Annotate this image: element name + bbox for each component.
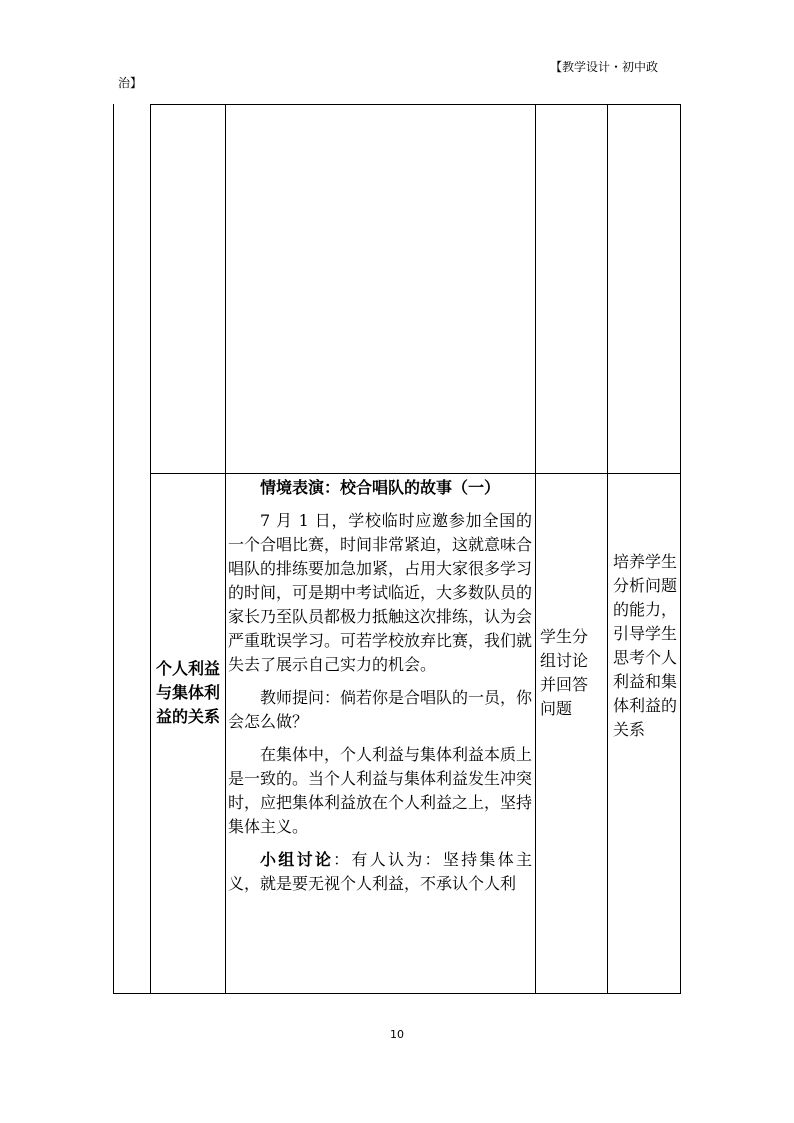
- group-discussion-lead: 小组讨论: [260, 850, 334, 869]
- table-divider-1: [150, 104, 151, 994]
- table-divider-3: [535, 104, 536, 994]
- page-number: 10: [390, 1028, 404, 1041]
- table-border-right: [680, 104, 681, 994]
- design-purpose-cell: 培养学生分析问题的能力，引导学生思考个人利益和集体利益的关系: [613, 552, 678, 739]
- content-cell: [228, 476, 532, 905]
- scenario-heading: 情境表演：校合唱队的故事（一）: [260, 478, 501, 497]
- table-border-top: [150, 104, 681, 105]
- student-activity-cell: 学生分组讨论并回答问题: [540, 627, 589, 718]
- table-divider-2: [225, 104, 226, 994]
- header-title-continuation: 治】: [118, 76, 143, 90]
- teacher-question: 教师提问：倘若你是合唱队的一员，你会怎么做？: [228, 688, 533, 731]
- summary-paragraph: 在集体中，个人利益与集体利益本质上是一致的。当个人利益与集体利益发生冲突时，应把集体利益放在个人利益之上，坚持集体主义。: [228, 745, 533, 836]
- table-row-divider: [150, 473, 681, 474]
- table-border-left: [113, 104, 114, 994]
- header-title-right: 【教学设计・初中政: [550, 60, 659, 74]
- topic-cell: 个人利益与集体利益的关系: [155, 659, 220, 726]
- group-discussion: [228, 848, 532, 896]
- table-border-bottom: [113, 993, 681, 994]
- scenario-paragraph: 7 月 1 日，学校临时应邀参加全国的一个合唱比赛，时间非常紧迫，这就意味合唱队的排练要加急加紧，占用大家很多学习的时间，可是期中考试临近，大多数队员的家长乃至队员都极力抵触这次排练，认为会严重耽误学习。可若学校放弃比赛，我们就失去了展示自己实力的机会。: [228, 511, 533, 674]
- group-discussion-text: ：有人认为：坚持集体主义，就是要无视个人利益，不承认个人利: [228, 850, 532, 893]
- table-divider-4: [607, 104, 608, 994]
